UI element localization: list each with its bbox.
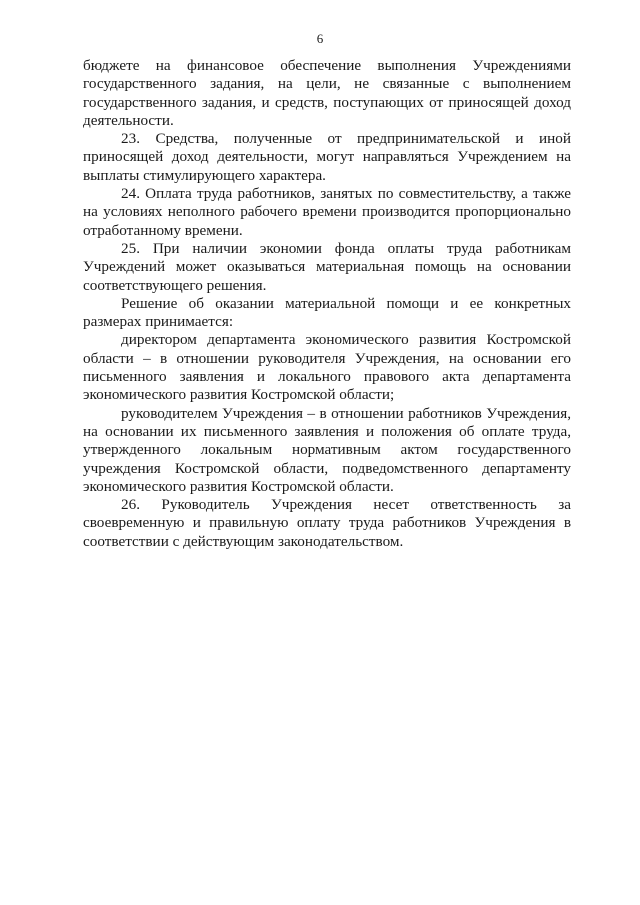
paragraph-aid-director: директором департамента экономического развития Костромской области – в отношении руководителя Учреждения, на основании его письменного заявления и локального правового акта департамента экономического развития Костромской области; (83, 331, 571, 404)
page-number: 6 (316, 31, 324, 46)
paragraph-24: 24. Оплата труда работников, занятых по совместительству, а также на условиях неполного рабочего времени производится пропорционально отработанному времени. (83, 185, 571, 239)
paragraph-26: 26. Руководитель Учреждения несет ответственность за своевременную и правильную оплату труда работников Учреждения в соответствии с действующим законодательством. (83, 496, 571, 550)
paragraph-aid-head: руководителем Учреждения – в отношении работников Учреждения, на основании их письменного заявления и положения об оплате труда, утвержденного локальным нормативным актом государственного учреждения Костромской области, подведомственного департаменту экономического развития Костромской области. (83, 404, 571, 495)
document-body (83, 57, 571, 551)
paragraph-budget-continuation: бюджете на финансовое обеспечение выполнения Учреждениями государственного задания, на цели, не связанные с выполнением государственного задания, и средств, поступающих от приносящей доход деятельности. (83, 57, 571, 129)
paragraph-aid-decision: Решение об оказании материальной помощи и ее конкретных размерах принимается: (83, 294, 571, 331)
paragraph-23: 23. Средства, полученные от предпринимательской и иной приносящей доход деятельности, могут направляться Учреждением на выплаты стимулирующего характера. (83, 130, 571, 184)
paragraph-25: 25. При наличии экономии фонда оплаты труда работникам Учреждений может оказываться материальная помощь на основании соответствующего решения. (83, 239, 571, 294)
